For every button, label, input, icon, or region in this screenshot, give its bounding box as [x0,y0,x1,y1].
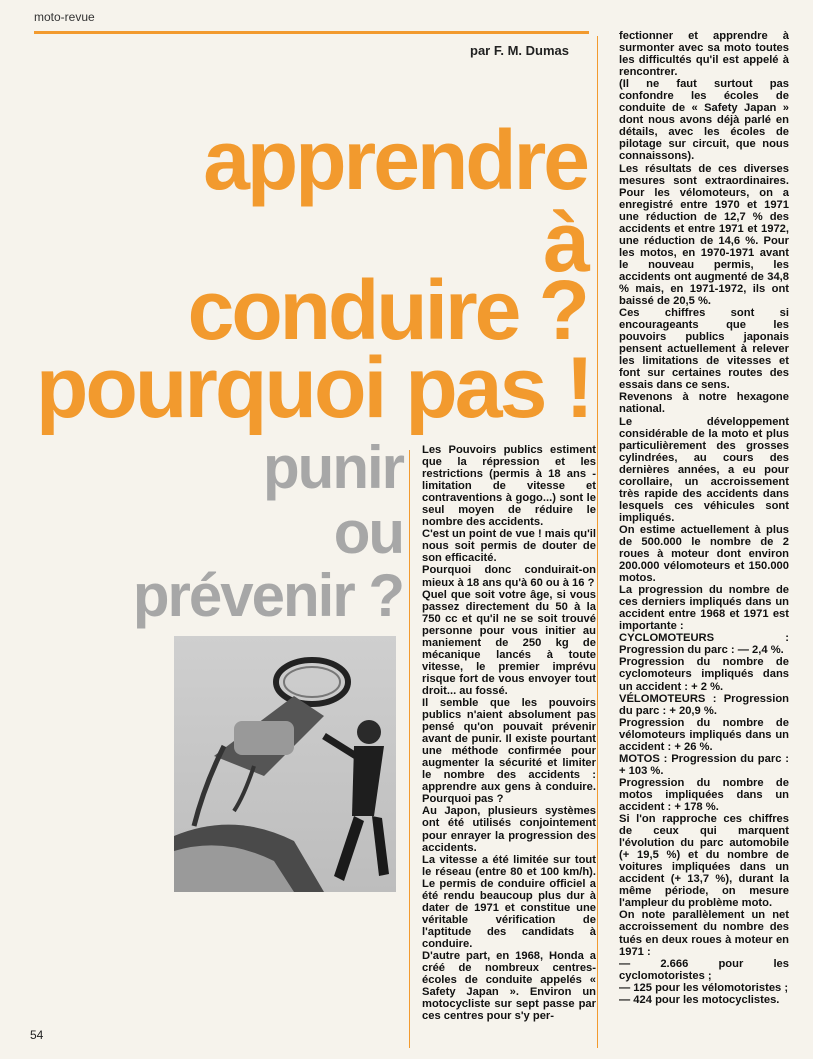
article-column-middle [422,444,596,1052]
article-column-right [619,30,789,1053]
paragraph: On estime actuellement à plus de 500.000 le nombre de 2 roues à moteur dont environ 200.000 vélomoteurs et 150.000 motos. [619,523,789,585]
stat-paragraph: Progression du nombre de vélomoteurs impliqués dans un accident : + 26 %. [619,716,789,753]
paragraph: fectionner et apprendre à surmonter avec sa moto toutes les difficultés qu'il est appelé à rencontrer. [619,30,789,79]
paragraph: D'autre part, en 1968, Honda a créé de nombreux centres-écoles de conduite appelés « Safety Japan ». Environ un motocycliste sur sept passe par ces centres pour s'y per- [422,949,596,1023]
magazine-name: moto-revue [34,10,95,24]
subtitle-line-3: prévenir ? [132,562,403,629]
motorcycle-crash-photo [174,636,396,892]
paragraph: La progression du nombre de ces derniers impliqués dans un accident entre 1968 et 1971 est importante : [619,584,789,633]
paragraph: La vitesse a été limitée sur tout le réseau (entre 80 et 100 km/h). Le permis de conduire officiel a été rendu beaucoup plus dur à dater de 1971 et constitue une véritable vérification de l'aptitude des candidats à conduire. [422,853,596,950]
stat-paragraph: VÉLOMOTEURS : Progression du parc : + 20,9 %. [619,692,789,717]
subtitle-line-1: punir [263,434,403,501]
paragraph: On note parallèlement un net accroissement du nombre des tués en deux roues à moteur en 1971 : [619,909,789,958]
paragraph: Les résultats de ces diverses mesures sont extraordinaires. Pour les vélomoteurs, on a enregistré entre 1970 et 1971 une réduction de 12,7 % des accidents et entre 1971 et 1972, une réduction de 14,6 %. Pour les motos, en 1970-1971 avant le nouveau permis, les accidents ont augmenté de 34,8 % mais, en 1971-1972, ils ont baissé de 20,5 %. [619,162,789,308]
column-divider-left [409,450,410,1048]
list-item: — 2.666 pour les cyclomotoristes ; [619,957,789,982]
column-divider-right [597,36,598,1048]
stat-paragraph: Progression du nombre de motos impliquées dans un accident : + 178 %. [619,776,789,813]
paragraph: Au Japon, plusieurs systèmes ont été utilisés conjointement pour enrayer la progression des accidents. [422,805,596,854]
page-number: 54 [30,1028,44,1042]
subtitle-line-2: ou [333,499,403,566]
paragraph: Pourquoi donc conduirait-on mieux à 18 ans qu'à 60 ou à 16 ? [422,564,596,589]
stat-paragraph: Progression du nombre de cyclomoteurs impliqués dans un accident : + 2 %. [619,656,789,693]
photo-illustration [174,636,396,892]
paragraph: Les Pouvoirs publics estiment que la répression et les restrictions (permis à 18 ans - limitation de vitesse et contraventions à gogo...) sont le seul moyen de réduire le nombre des accidents. [422,444,596,529]
header-rule [34,31,589,34]
title-line-4: pourquoi pas ! [35,340,591,436]
paragraph: Revenons à notre hexagone national. [619,391,789,416]
paragraph: C'est un point de vue ! mais qu'il nous soit permis de douter de son efficacité. [422,528,596,565]
paragraph: (Il ne faut surtout pas confondre les écoles de conduite de « Safety Japan » dont nous avons déjà parlé en détails, avec les écoles de pilotage sur circuit, que nous connaissons). [619,78,789,163]
title-line-3: conduire ? [187,263,587,357]
byline: par F. M. Dumas [470,43,569,58]
stat-paragraph: CYCLOMOTEURS : Progression du parc : — 2,4 %. [619,632,789,657]
paragraph: Si l'on rapproche ces chiffres de ceux qui marquent l'évolution du parc automobile (+ 19,5 %) et du nombre de voitures impliquées dans un accident (+ 13,7 %), durant la même période, on mesure l'ampleur du problème moto. [619,813,789,910]
list-item: — 424 pour les motocyclistes. [619,993,780,1006]
paragraph: Il semble que les pouvoirs publics n'aient absolument pas pensé qu'on pouvait prévenir avant de punir. Il existe pourtant une méthode confirmée pour augmenter la sécurité et limiter le nombre des accidents : apprendre aux gens à conduire. Pourquoi pas ? [422,696,596,806]
paragraph: Le développement considérable de la moto et plus particulièrement des grosses cylindrées, au cours des dernières années, a eu pour corollaire, un accroissement très rapide des accidents dans lesquels ces véhicules sont impliqués. [619,415,789,524]
paragraph: Ces chiffres sont si encourageants que les pouvoirs publics japonais pensent actuellement à relever les limitations de vitesses et font sur certaines routes des essais dans ce sens. [619,307,789,392]
stat-paragraph: MOTOS : Progression du parc : + 103 %. [619,752,789,777]
list-item: — 125 pour les vélomotoristes ; [619,981,789,994]
paragraph: Quel que soit votre âge, si vous passez directement du 50 à la 750 cc et qu'il ne se soit trouvé personne pour vous initier au maniement de 250 kg de mécanique lancés à toute vitesse, le premier imprévu risque fort de vous envoyer tout droit... au fossé. [422,588,596,697]
title-line-2: à [543,195,587,289]
title-line-1: apprendre [203,113,587,207]
